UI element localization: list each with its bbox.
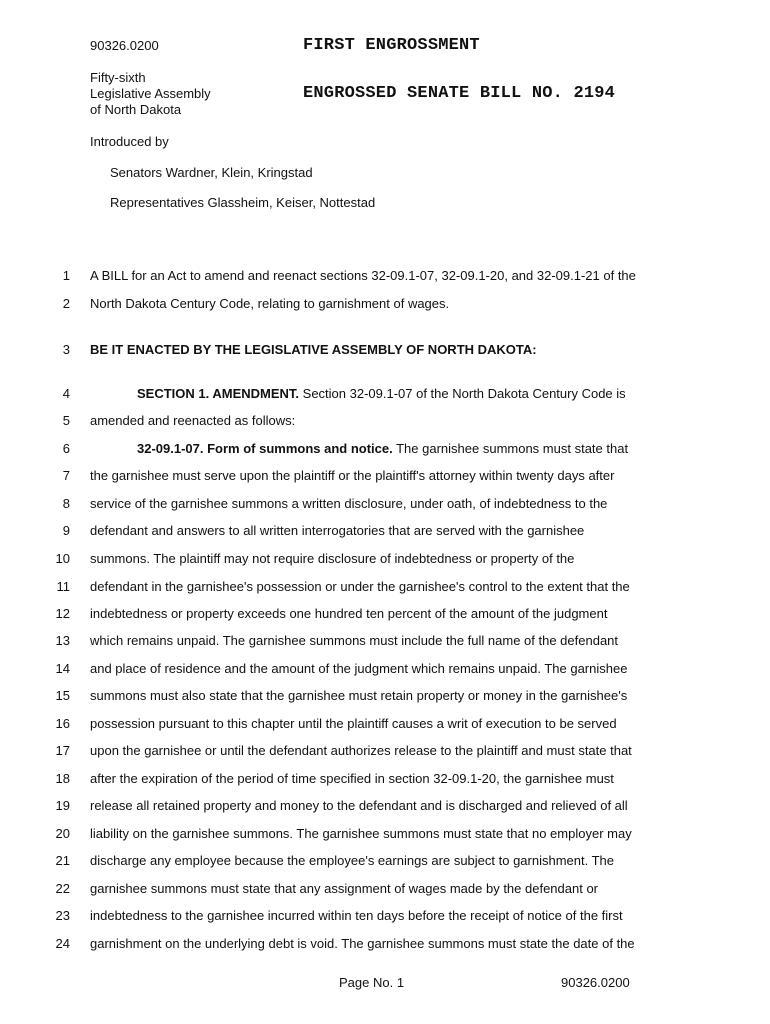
line-text: Section 32-09.1-07 of the North Dakota Century Code is xyxy=(299,386,626,401)
line-number: 2 xyxy=(62,296,70,311)
line-text: The garnishee summons must state that xyxy=(392,441,629,456)
line-number: 13 xyxy=(55,633,70,648)
bill-title: ENGROSSED SENATE BILL NO. 2194 xyxy=(303,84,616,103)
line-number: 21 xyxy=(55,853,70,868)
line-number: 8 xyxy=(62,496,70,511)
assembly-line: Legislative Assembly xyxy=(90,86,211,101)
senators-list: Senators Wardner, Klein, Kringstad xyxy=(110,165,313,180)
bill-line xyxy=(137,386,626,401)
assembly-line: Fifty-sixth xyxy=(90,70,146,85)
line-number: 6 xyxy=(62,441,70,456)
line-number: 16 xyxy=(55,716,70,731)
line-number: 18 xyxy=(55,771,70,786)
bill-line: liability on the garnishee summons. The garnishee summons must state that no employer may xyxy=(90,826,632,841)
bill-line: the garnishee must serve upon the plaintiff or the plaintiff's attorney within twenty days after xyxy=(90,468,615,483)
line-number: 7 xyxy=(62,468,70,483)
line-number: 11 xyxy=(56,579,70,594)
line-number: 15 xyxy=(55,688,70,703)
line-number: 5 xyxy=(62,413,70,428)
bill-line: after the expiration of the period of time specified in section 32-09.1-20, the garnishee must xyxy=(90,771,614,786)
introduced-by-label: Introduced by xyxy=(90,134,169,149)
line-number: 10 xyxy=(55,551,70,566)
bill-line: indebtedness or property exceeds one hundred ten percent of the amount of the judgment xyxy=(90,606,608,621)
bill-line: A BILL for an Act to amend and reenact sections 32-09.1-07, 32-09.1-20, and 32-09.1-21 of the xyxy=(90,268,636,283)
bill-line: defendant in the garnishee's possession or under the garnishee's control to the extent that the xyxy=(90,579,630,594)
line-number: 9 xyxy=(62,523,70,538)
line-number: 23 xyxy=(55,908,70,923)
bill-line: garnishment on the underlying debt is void. The garnishee summons must state the date of the xyxy=(90,936,635,951)
line-number: 4 xyxy=(62,386,70,401)
line-number: 12 xyxy=(55,606,70,621)
line-number: 1 xyxy=(62,268,70,283)
line-number: 14 xyxy=(55,661,70,676)
bill-line: BE IT ENACTED BY THE LEGISLATIVE ASSEMBLY OF NORTH DAKOTA: xyxy=(90,342,537,357)
bill-line: garnishee summons must state that any assignment of wages made by the defendant or xyxy=(90,881,599,896)
line-number: 3 xyxy=(62,342,70,357)
bill-line: amended and reenacted as follows: xyxy=(90,413,296,428)
line-number: 22 xyxy=(55,881,70,896)
document-number: 90326.0200 xyxy=(90,38,159,53)
line-number: 19 xyxy=(55,798,70,813)
page-number: Page No. 1 xyxy=(339,975,405,990)
section-heading: 32-09.1-07. Form of summons and notice. xyxy=(137,441,393,456)
bill-line: summons. The plaintiff may not require disclosure of indebtedness or property of the xyxy=(90,551,575,566)
line-number: 20 xyxy=(55,826,70,841)
assembly-line: of North Dakota xyxy=(90,102,182,117)
representatives-list: Representatives Glassheim, Keiser, Nottestad xyxy=(110,195,376,210)
assembly-block xyxy=(90,70,211,118)
bill-line: summons must also state that the garnishee must retain property or money in the garnishee's xyxy=(90,688,628,703)
bill-line: defendant and answers to all written interrogatories that are served with the garnishee xyxy=(90,523,585,538)
section-heading: SECTION 1. AMENDMENT. xyxy=(137,386,300,401)
bill-line: which remains unpaid. The garnishee summons must include the full name of the defendant xyxy=(90,633,619,648)
engrossment-label: FIRST ENGROSSMENT xyxy=(303,36,480,55)
bill-line: discharge any employee because the employee's earnings are subject to garnishment. The xyxy=(90,853,614,868)
line-number: 24 xyxy=(55,936,70,951)
bill-line: upon the garnishee or until the defendant authorizes release to the plaintiff and must state that xyxy=(90,743,632,758)
bill-line: release all retained property and money to the defendant and is discharged and relieved of all xyxy=(90,798,628,813)
line-number: 17 xyxy=(55,743,70,758)
bill-line: indebtedness to the garnishee incurred within ten days before the receipt of notice of the first xyxy=(90,908,623,923)
bill-line: possession pursuant to this chapter until the plaintiff causes a writ of execution to be served xyxy=(90,716,617,731)
bill-line xyxy=(137,441,628,456)
footer-document-number: 90326.0200 xyxy=(561,975,630,990)
bill-line: North Dakota Century Code, relating to garnishment of wages. xyxy=(90,296,450,311)
bill-line: service of the garnishee summons a written disclosure, under oath, of indebtedness to the xyxy=(90,496,608,511)
bill-line: and place of residence and the amount of the judgment which remains unpaid. The garnishee xyxy=(90,661,628,676)
